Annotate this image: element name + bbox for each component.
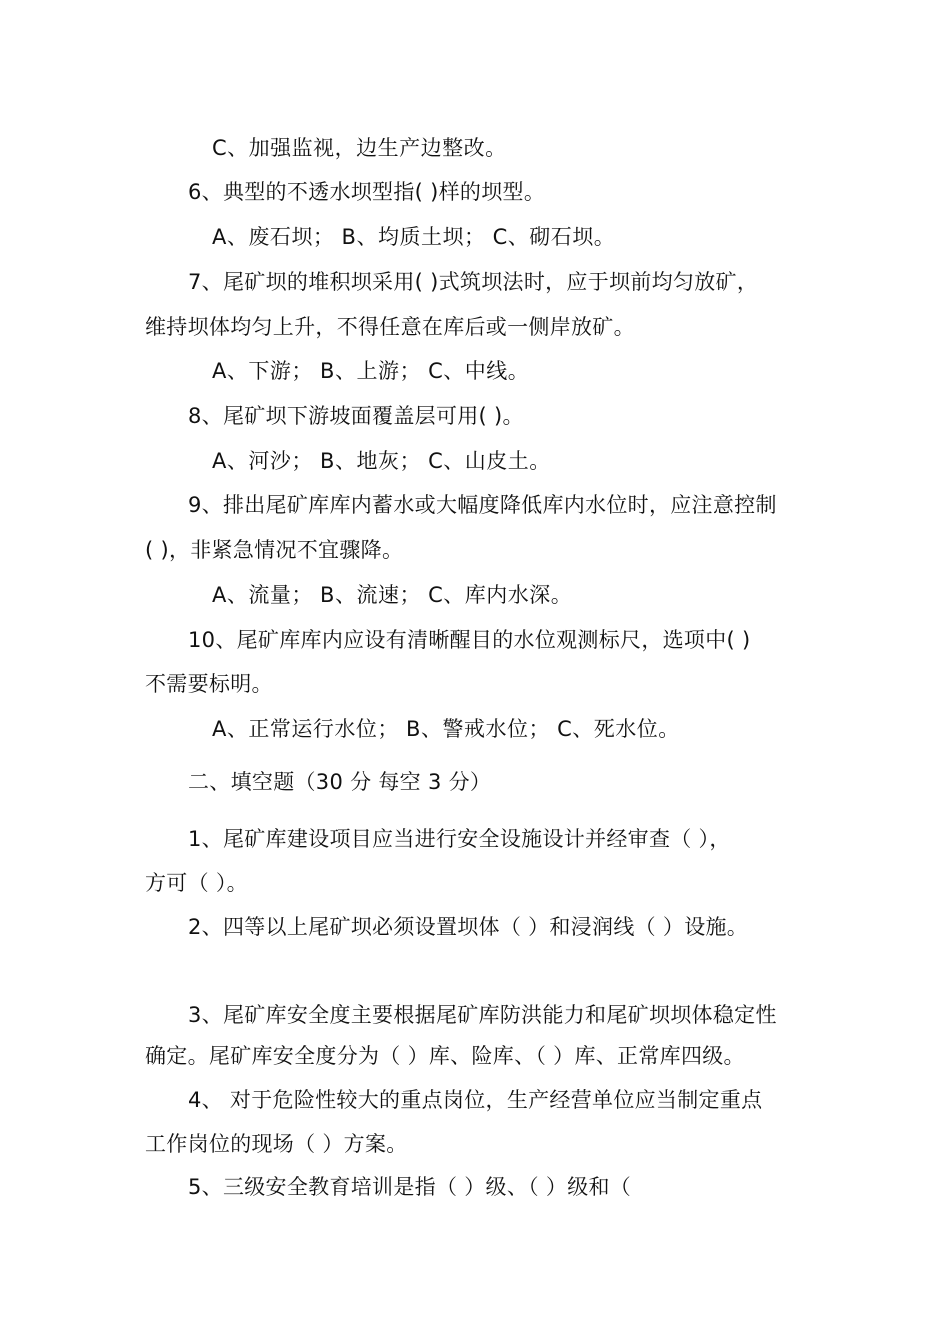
section-heading-fill-blank: 二、填空题（30 分 每空 3 分） [188, 770, 492, 794]
q5-option-c: C、加强监视，边生产边整改。 [212, 136, 507, 160]
q10-question-line2: 不需要标明。 [145, 672, 273, 696]
q7-options: A、下游； B、上游； C、中线。 [212, 359, 530, 383]
q10-options: A、正常运行水位； B、警戒水位； C、死水位。 [212, 717, 680, 741]
q7-question-line1: 7、尾矿坝的堆积坝采用( )式筑坝法时，应于坝前均匀放矿， [188, 270, 759, 294]
fill-q4-line2: 工作岗位的现场（ ）方案。 [145, 1132, 408, 1156]
fill-q3-line1: 3、尾矿库安全度主要根据尾矿库防洪能力和尾矿坝坝体稳定性 [188, 1003, 777, 1027]
q8-options: A、河沙； B、地灰； C、山皮土。 [212, 449, 551, 473]
fill-q3-line2: 确定。尾矿库安全度分为（ ）库、险库、（ ）库、正常库四级。 [145, 1044, 745, 1068]
q9-question-line1: 9、排出尾矿库库内蓄水或大幅度降低库内水位时，应注意控制 [188, 493, 777, 517]
q8-question: 8、尾矿坝下游坡面覆盖层可用( )。 [188, 404, 524, 428]
q7-question-line2: 维持坝体均匀上升，不得任意在库后或一侧岸放矿。 [145, 315, 635, 339]
fill-q4-line1: 4、 对于危险性较大的重点岗位，生产经营单位应当制定重点 [188, 1088, 763, 1112]
q9-options: A、流量； B、流速； C、库内水深。 [212, 583, 573, 607]
q10-question-line1: 10、尾矿库库内应设有清晰醒目的水位观测标尺，选项中( ) [188, 628, 751, 652]
q6-question: 6、典型的不透水坝型指( )样的坝型。 [188, 180, 546, 204]
fill-q1-line2: 方可（ ）。 [145, 871, 248, 895]
q9-question-line2: ( )，非紧急情况不宜骤降。 [145, 538, 404, 562]
q6-options: A、废石坝； B、均质土坝； C、砌石坝。 [212, 225, 616, 249]
fill-q5-line1: 5、三级安全教育培训是指（ ）级、（ ）级和（ [188, 1175, 632, 1199]
fill-q1-line1: 1、尾矿库建设项目应当进行安全设施设计并经审查（ ）， [188, 827, 731, 851]
fill-q2: 2、四等以上尾矿坝必须设置坝体（ ）和浸润线（ ）设施。 [188, 915, 749, 939]
